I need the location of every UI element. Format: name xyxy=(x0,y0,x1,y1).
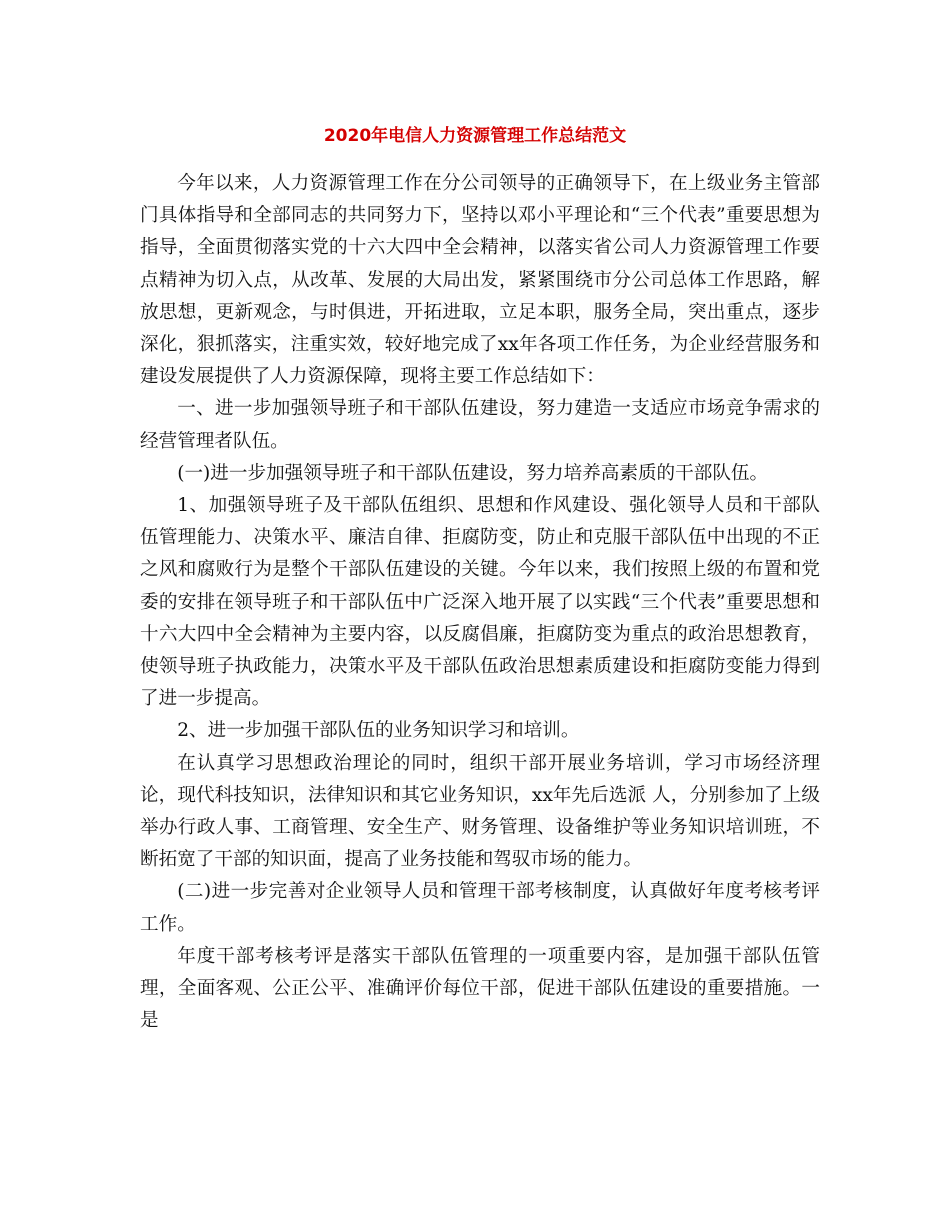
paragraph-subsection-1-heading: (一)进一步加强领导班子和干部队伍建设，努力培养高素质的干部队伍。 xyxy=(177,462,769,484)
paragraph-section-1-heading: 一、进一步加强领导班子和干部队伍建设，努力建造一支适应市场竞争需求的经营管理者队伍。 xyxy=(140,398,820,452)
paragraph-subsection-2-body: 年度干部考核考评是落实干部队伍管理的一项重要内容，是加强干部队伍管理，全面客观、公正公平、准确评价每位干部，促进干部队伍建设的重要措施。一是 xyxy=(140,945,820,1032)
paragraph-item-2-body: 在认真学习思想政治理论的同时，组织干部开展业务培训，学习市场经济理论，现代科技知识，法律知识和其它业务知识，xx年先后选派 人，分别参加了上级举办行政人事、工商管理、安全生产、财务管理、设备维护等业务知识培训班，不断拓宽了干部的知识面，提高了业务技能和驾驭市场的能力。 xyxy=(140,752,820,871)
document-body xyxy=(140,168,820,1037)
paragraph-item-2-heading: 2、进一步加强干部队伍的业务知识学习和培训。 xyxy=(177,720,580,742)
paragraph-intro: 今年以来，人力资源管理工作在分公司领导的正确领导下，在上级业务主管部门具体指导和全部同志的共同努力下，坚持以邓小平理论和“三个代表”重要思想为指导，全面贯彻落实党的十六大四中全会精神，以落实省公司人力资源管理工作要点精神为切入点，从改革、发展的大局出发，紧紧围绕市分公司总体工作思路，解放思想，更新观念，与时俱进，开拓进取，立足本职，服务全局，突出重点，逐步深化，狠抓落实，注重实效，较好地完成了xx年各项工作任务，为企业经营服务和建设发展提供了人力资源保障，现将主要工作总结如下： xyxy=(140,173,820,388)
document-title: 2020年电信人力资源管理工作总结范文 xyxy=(323,126,627,146)
paragraph-subsection-2-heading: (二)进一步完善对企业领导人员和管理干部考核制度，认真做好年度考核考评工作。 xyxy=(140,881,820,935)
paragraph-item-1: 1、加强领导班子及干部队伍组织、思想和作风建设、强化领导人员和干部队伍管理能力、决策水平、廉洁自律、拒腐防变，防止和克服干部队伍中出现的不正之风和腐败行为是整个干部队伍建设的关键。今年以来，我们按照上级的布置和党委的安排在领导班子和干部队伍中广泛深入地开展了以实践“三个代表”重要思想和十六大四中全会精神为主要内容，以反腐倡廉，拒腐防变为重点的政治思想教育，使领导班子执政能力，决策水平及干部队伍政治思想素质建设和拒腐防变能力得到了进一步提高。 xyxy=(140,495,820,710)
